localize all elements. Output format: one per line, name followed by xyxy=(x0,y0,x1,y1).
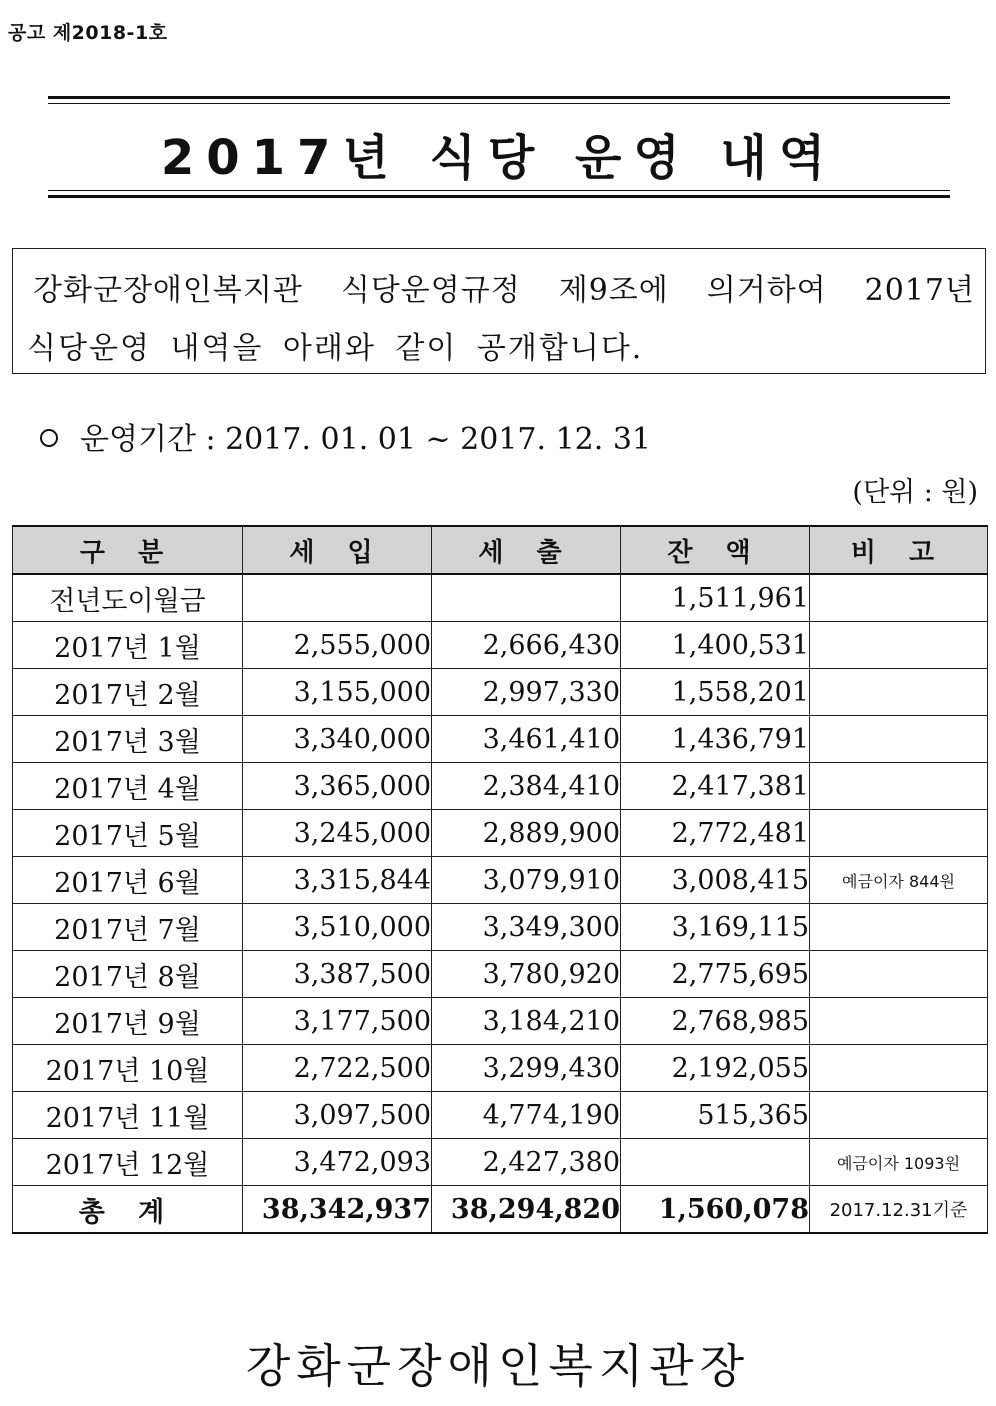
row-label: 전년도이월금 xyxy=(13,574,243,622)
table-row xyxy=(13,763,988,810)
row-label: 2017년 11월 xyxy=(13,1092,243,1139)
total-label: 총 계 xyxy=(13,1186,243,1234)
row-balance: 2,192,055 xyxy=(621,1045,810,1092)
row-expense xyxy=(432,574,621,622)
row-balance: 2,768,985 xyxy=(621,998,810,1045)
row-balance: 1,511,961 xyxy=(621,574,810,622)
document-title: 2017년 식당 운영 내역 xyxy=(160,130,838,186)
row-label: 2017년 4월 xyxy=(13,763,243,810)
table-row xyxy=(13,669,988,716)
total-income: 38,342,937 xyxy=(243,1186,432,1234)
row-expense: 3,461,410 xyxy=(432,716,621,763)
row-income: 3,315,844 xyxy=(243,857,432,904)
row-label: 2017년 12월 xyxy=(13,1139,243,1186)
row-note xyxy=(810,1045,988,1092)
row-note xyxy=(810,998,988,1045)
row-income: 3,365,000 xyxy=(243,763,432,810)
notice-number: 공고 제2018-1호 xyxy=(8,22,168,44)
row-note xyxy=(810,669,988,716)
row-expense: 3,184,210 xyxy=(432,998,621,1045)
row-expense: 3,349,300 xyxy=(432,904,621,951)
table-row xyxy=(13,1139,988,1186)
signature: 강화군장애인복지관장 xyxy=(245,1339,751,1393)
row-income xyxy=(243,574,432,622)
row-note xyxy=(810,716,988,763)
row-expense: 2,427,380 xyxy=(432,1139,621,1186)
table-row xyxy=(13,810,988,857)
intro-line-1: 강화군장애인복지관 식당운영규정 제9조에 의거하여 2017년 xyxy=(33,273,975,308)
row-expense: 2,997,330 xyxy=(432,669,621,716)
row-income: 3,245,000 xyxy=(243,810,432,857)
total-note: 2017.12.31기준 xyxy=(810,1186,988,1234)
unit-label: (단위 : 원) xyxy=(852,477,978,508)
row-label: 2017년 2월 xyxy=(13,669,243,716)
row-label: 2017년 5월 xyxy=(13,810,243,857)
header-category: 구 분 xyxy=(13,526,243,574)
operation-period xyxy=(40,414,651,458)
row-balance: 1,558,201 xyxy=(621,669,810,716)
row-note xyxy=(810,622,988,669)
row-expense: 3,780,920 xyxy=(432,951,621,998)
row-income: 3,340,000 xyxy=(243,716,432,763)
table-row xyxy=(13,904,988,951)
table-row xyxy=(13,622,988,669)
operation-ledger-table xyxy=(12,525,988,1234)
title-box xyxy=(48,96,950,198)
row-income: 3,387,500 xyxy=(243,951,432,998)
row-expense: 4,774,190 xyxy=(432,1092,621,1139)
table-row xyxy=(13,716,988,763)
row-income: 2,722,500 xyxy=(243,1045,432,1092)
operation-period-text: 운영기간 : 2017. 01. 01 ~ 2017. 12. 31 xyxy=(80,422,651,457)
table-row xyxy=(13,574,988,622)
table-header-row xyxy=(13,526,988,574)
row-balance: 2,417,381 xyxy=(621,763,810,810)
row-expense: 3,299,430 xyxy=(432,1045,621,1092)
row-label: 2017년 3월 xyxy=(13,716,243,763)
row-balance xyxy=(621,1139,810,1186)
table-row xyxy=(13,857,988,904)
row-balance: 3,008,415 xyxy=(621,857,810,904)
total-balance: 1,560,078 xyxy=(621,1186,810,1234)
row-income: 3,177,500 xyxy=(243,998,432,1045)
row-income: 3,155,000 xyxy=(243,669,432,716)
row-note: 예금이자 844원 xyxy=(810,857,988,904)
header-expense: 세 출 xyxy=(432,526,621,574)
row-label: 2017년 10월 xyxy=(13,1045,243,1092)
row-balance: 1,400,531 xyxy=(621,622,810,669)
circle-bullet-icon xyxy=(40,429,58,447)
row-note xyxy=(810,574,988,622)
table-total-row xyxy=(13,1186,988,1234)
row-balance: 2,772,481 xyxy=(621,810,810,857)
table-row xyxy=(13,1092,988,1139)
row-note xyxy=(810,1092,988,1139)
total-expense: 38,294,820 xyxy=(432,1186,621,1234)
header-income: 세 입 xyxy=(243,526,432,574)
row-balance: 3,169,115 xyxy=(621,904,810,951)
row-expense: 2,666,430 xyxy=(432,622,621,669)
row-note xyxy=(810,810,988,857)
intro-line-2: 식당운영 내역을 아래와 같이 공개합니다. xyxy=(27,331,644,366)
row-income: 3,472,093 xyxy=(243,1139,432,1186)
row-expense: 2,889,900 xyxy=(432,810,621,857)
table-row xyxy=(13,1045,988,1092)
header-note: 비 고 xyxy=(810,526,988,574)
row-balance: 1,436,791 xyxy=(621,716,810,763)
row-label: 2017년 1월 xyxy=(13,622,243,669)
row-note xyxy=(810,904,988,951)
header-balance: 잔 액 xyxy=(621,526,810,574)
row-label: 2017년 6월 xyxy=(13,857,243,904)
row-expense: 2,384,410 xyxy=(432,763,621,810)
row-label: 2017년 8월 xyxy=(13,951,243,998)
row-balance: 2,775,695 xyxy=(621,951,810,998)
row-income: 2,555,000 xyxy=(243,622,432,669)
row-income: 3,097,500 xyxy=(243,1092,432,1139)
row-label: 2017년 9월 xyxy=(13,998,243,1045)
intro-box xyxy=(12,248,986,374)
row-balance: 515,365 xyxy=(621,1092,810,1139)
row-income: 3,510,000 xyxy=(243,904,432,951)
row-label: 2017년 7월 xyxy=(13,904,243,951)
table-row xyxy=(13,998,988,1045)
row-note: 예금이자 1093원 xyxy=(810,1139,988,1186)
table-row xyxy=(13,951,988,998)
row-note xyxy=(810,951,988,998)
row-expense: 3,079,910 xyxy=(432,857,621,904)
row-note xyxy=(810,763,988,810)
